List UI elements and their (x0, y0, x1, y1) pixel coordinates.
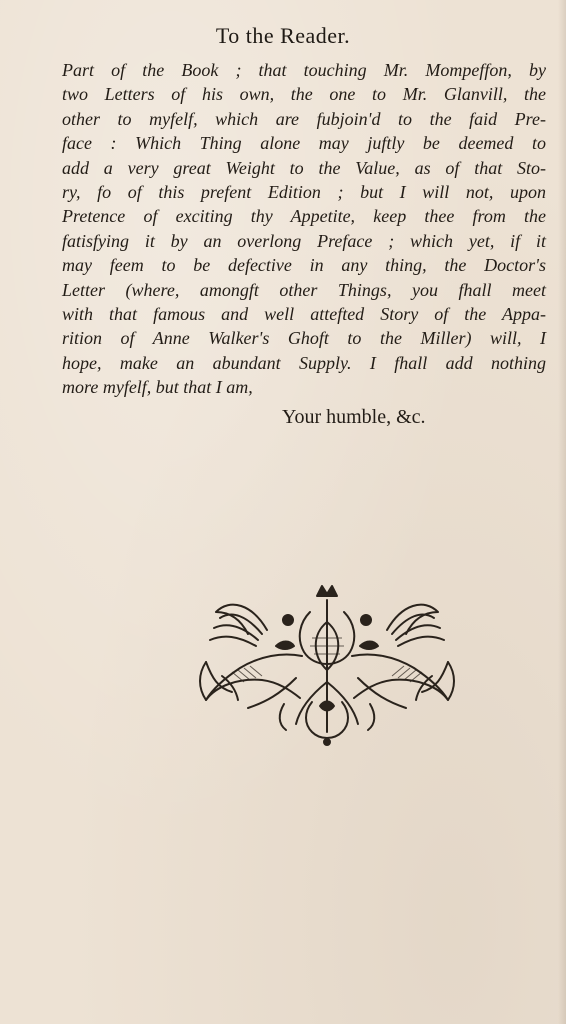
body-line: Part of the Book ; that touching Mr. Mompeffon, by (62, 60, 546, 80)
running-head: To the Reader. (215, 23, 351, 48)
body-line: hope, make an abundant Supply. I fhall add nothing (62, 352, 546, 373)
closing-salutation: Your humble, &c. (282, 406, 426, 428)
page-edge-shadow (558, 0, 566, 1024)
body-line: fatisfying it by an overlong Preface ; which yet, if it (62, 230, 546, 251)
body-line: ry, fo of this prefent Edition ; but I will not, upon (62, 181, 546, 202)
body-line: face : Which Thing alone may juftly be deemed to (62, 133, 546, 154)
body-line: Pretence of exciting thy Appetite, keep thee from the (62, 206, 546, 227)
body-line: add a very great Weight to the Value, as of that Sto- (62, 157, 546, 178)
double-headed-eagle-ornament-icon (192, 582, 462, 746)
body-line: with that famous and well attefted Story of the Appa- (62, 303, 546, 324)
body-line: may feem to be defective in any thing, the Doctor's (62, 255, 546, 276)
body-line: other to myfelf, which are fubjoin'd to the faid Pre- (62, 108, 546, 129)
body-line: more myfelf, but that I am, (62, 377, 253, 398)
body-line: two Letters of his own, the one to Mr. Glanvill, the (62, 84, 546, 105)
body-line: Letter (where, amongft other Things, you fhall meet (62, 279, 546, 300)
body-line: rition of Anne Walker's Ghoft to the Miller) will, I (62, 328, 546, 349)
body-text (62, 58, 546, 399)
